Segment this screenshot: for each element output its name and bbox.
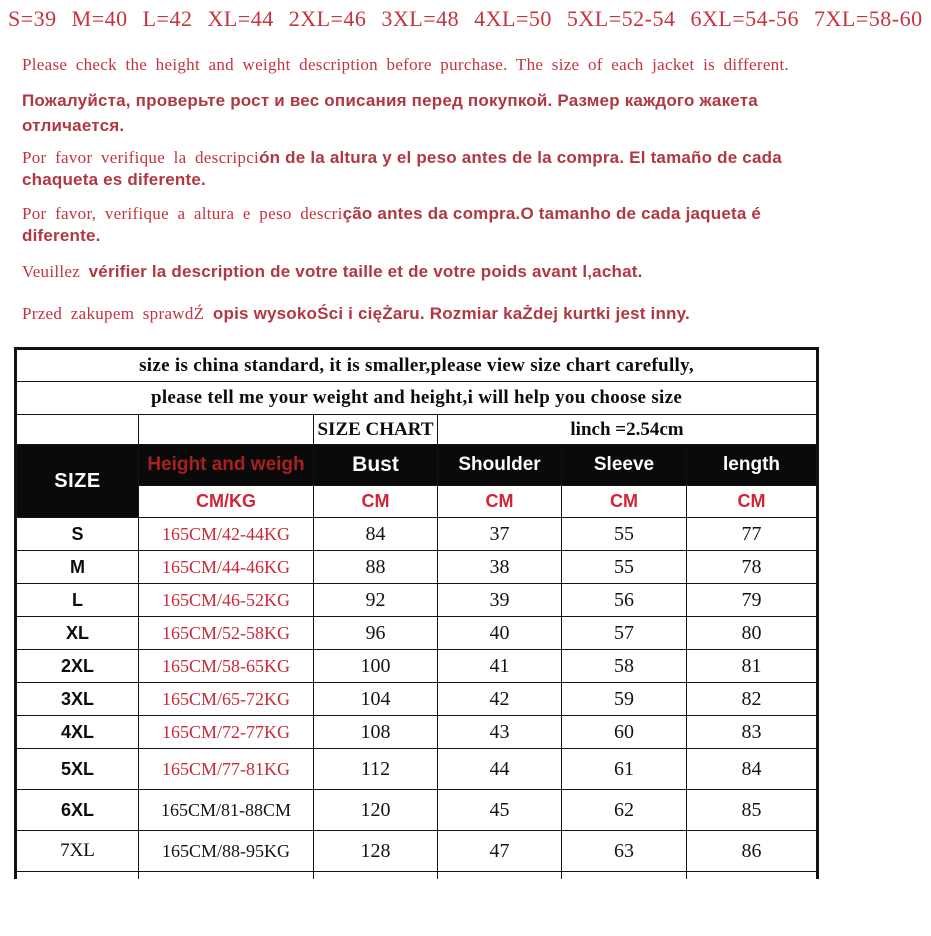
- height-weight-cell: 165CM/58-65KG: [139, 650, 314, 683]
- note-text-serif: Por favor verifique la descripci: [22, 147, 260, 167]
- notice-line-1: size is china standard, it is smaller,please view size chart carefully,: [16, 349, 818, 382]
- sleeve-cell: 63: [562, 831, 687, 872]
- note-text-sans: vérifier la description de votre taille et de votre poids avant l‚achat.: [88, 262, 643, 282]
- inch-conversion-note: linch =2.54cm: [438, 415, 818, 445]
- column-header-height-weight: Height and weigh: [139, 445, 314, 486]
- table-row: [16, 831, 818, 872]
- table-row: [16, 584, 818, 617]
- column-header-row: [16, 445, 818, 486]
- empty-cell: [438, 872, 562, 879]
- empty-cell: [562, 872, 687, 879]
- table-row: [16, 518, 818, 551]
- sleeve-cell: 59: [562, 683, 687, 716]
- sleeve-cell: 55: [562, 518, 687, 551]
- height-weight-cell: 165CM/52-58KG: [139, 617, 314, 650]
- empty-cell: [687, 872, 818, 879]
- unit-shoulder: CM: [438, 486, 562, 518]
- note-polish: [22, 303, 911, 325]
- notice-line-2: please tell me your weight and height,i will help you choose size: [16, 382, 818, 415]
- note-spanish: [22, 147, 854, 191]
- table-row: [16, 683, 818, 716]
- bust-cell: 96: [314, 617, 438, 650]
- note-text-serif: Please check the height and weight description before purchase. The size of each jacket is different.: [22, 55, 790, 74]
- table-row: [16, 551, 818, 584]
- height-weight-cell: 165CM/65-72KG: [139, 683, 314, 716]
- note-english: [22, 54, 894, 76]
- length-cell: 80: [687, 617, 818, 650]
- size-cell: 2XL: [16, 650, 139, 683]
- size-chart-label: SIZE CHART: [314, 415, 438, 445]
- chart-title-row: [16, 415, 818, 445]
- bust-cell: 100: [314, 650, 438, 683]
- shoulder-cell: 37: [438, 518, 562, 551]
- size-cell: 3XL: [16, 683, 139, 716]
- multilingual-notes: [22, 54, 911, 325]
- size-cell: 6XL: [16, 790, 139, 831]
- size-cell: 7XL: [16, 831, 139, 872]
- length-cell: 85: [687, 790, 818, 831]
- size-cell: M: [16, 551, 139, 584]
- bust-cell: 128: [314, 831, 438, 872]
- length-cell: 79: [687, 584, 818, 617]
- bust-cell: 104: [314, 683, 438, 716]
- shoulder-cell: 45: [438, 790, 562, 831]
- empty-cell: [139, 872, 314, 879]
- size-table: [14, 347, 819, 879]
- size-cell: 4XL: [16, 716, 139, 749]
- height-weight-cell: 165CM/88-95KG: [139, 831, 314, 872]
- sleeve-cell: 58: [562, 650, 687, 683]
- size-cell: XL: [16, 617, 139, 650]
- shoulder-cell: 41: [438, 650, 562, 683]
- length-cell: 82: [687, 683, 818, 716]
- shoulder-cell: 44: [438, 749, 562, 790]
- size-cell: 5XL: [16, 749, 139, 790]
- height-weight-cell: 165CM/42-44KG: [139, 518, 314, 551]
- bust-cell: 92: [314, 584, 438, 617]
- note-portuguese: [22, 203, 834, 247]
- note-text-sans: opis wysokoŚci i cięŻaru. Rozmiar kaŻdej kurtki jest inny.: [212, 304, 690, 324]
- height-weight-cell: 165CM/44-46KG: [139, 551, 314, 584]
- note-text-sans: ón de la altura y el peso antes de la compra. El tamaño de cada chaqueta es diferente.: [22, 147, 782, 189]
- note-french: [22, 261, 911, 283]
- note-text-sans: Пожалуйста, проверьте рост и вес описания перед покупкой. Размер каждого жакета отличается.: [22, 90, 758, 136]
- column-header-sleeve: Sleeve: [562, 445, 687, 486]
- length-cell: 81: [687, 650, 818, 683]
- sleeve-cell: 60: [562, 716, 687, 749]
- size-chart-image: [0, 6, 931, 936]
- unit-length: CM: [687, 486, 818, 518]
- size-cell: L: [16, 584, 139, 617]
- column-header-bust: Bust: [314, 445, 438, 486]
- size-conversion-line: S=39 M=40 L=42 XL=44 2XL=46 3XL=48 4XL=50 5XL=52-54 6XL=54-56 7XL=58-60: [8, 6, 923, 31]
- column-header-size: SIZE: [16, 445, 139, 518]
- table-row: [16, 617, 818, 650]
- unit-bust: CM: [314, 486, 438, 518]
- size-cell: S: [16, 518, 139, 551]
- cropped-row-stub: [16, 872, 818, 879]
- bust-cell: 112: [314, 749, 438, 790]
- empty-cell: [16, 415, 139, 445]
- sleeve-cell: 57: [562, 617, 687, 650]
- length-cell: 86: [687, 831, 818, 872]
- sleeve-cell: 62: [562, 790, 687, 831]
- length-cell: 84: [687, 749, 818, 790]
- column-header-shoulder: Shoulder: [438, 445, 562, 486]
- height-weight-cell: 165CM/77-81KG: [139, 749, 314, 790]
- bust-cell: 120: [314, 790, 438, 831]
- bust-cell: 88: [314, 551, 438, 584]
- height-weight-cell: 165CM/72-77KG: [139, 716, 314, 749]
- shoulder-cell: 47: [438, 831, 562, 872]
- table-row: [16, 749, 818, 790]
- shoulder-cell: 39: [438, 584, 562, 617]
- table-row: [16, 650, 818, 683]
- sleeve-cell: 55: [562, 551, 687, 584]
- note-text-serif: Veuillez: [22, 262, 89, 282]
- shoulder-cell: 38: [438, 551, 562, 584]
- table-row: [16, 716, 818, 749]
- unit-sleeve: CM: [562, 486, 687, 518]
- length-cell: 83: [687, 716, 818, 749]
- bust-cell: 84: [314, 518, 438, 551]
- empty-cell: [139, 415, 314, 445]
- table-notice-row: [16, 382, 818, 415]
- empty-cell: [314, 872, 438, 879]
- height-weight-cell: 165CM/81-88CM: [139, 790, 314, 831]
- length-cell: 77: [687, 518, 818, 551]
- note-text-serif: Przed zakupem sprawdŹ: [22, 304, 213, 324]
- table-row: [16, 790, 818, 831]
- shoulder-cell: 43: [438, 716, 562, 749]
- table-notice-row: [16, 349, 818, 382]
- sleeve-cell: 56: [562, 584, 687, 617]
- unit-height-weight: CM/KG: [139, 486, 314, 518]
- shoulder-cell: 42: [438, 683, 562, 716]
- bust-cell: 108: [314, 716, 438, 749]
- sleeve-cell: 61: [562, 749, 687, 790]
- length-cell: 78: [687, 551, 818, 584]
- height-weight-cell: 165CM/46-52KG: [139, 584, 314, 617]
- note-text-sans: ção antes da compra.O tamanho de cada jaqueta é diferente.: [22, 203, 762, 246]
- note-text-serif: Por favor, verifique a altura e peso descri: [22, 203, 343, 223]
- shoulder-cell: 40: [438, 617, 562, 650]
- empty-cell: [16, 872, 139, 879]
- column-header-length: length: [687, 445, 818, 486]
- note-russian: [22, 88, 762, 139]
